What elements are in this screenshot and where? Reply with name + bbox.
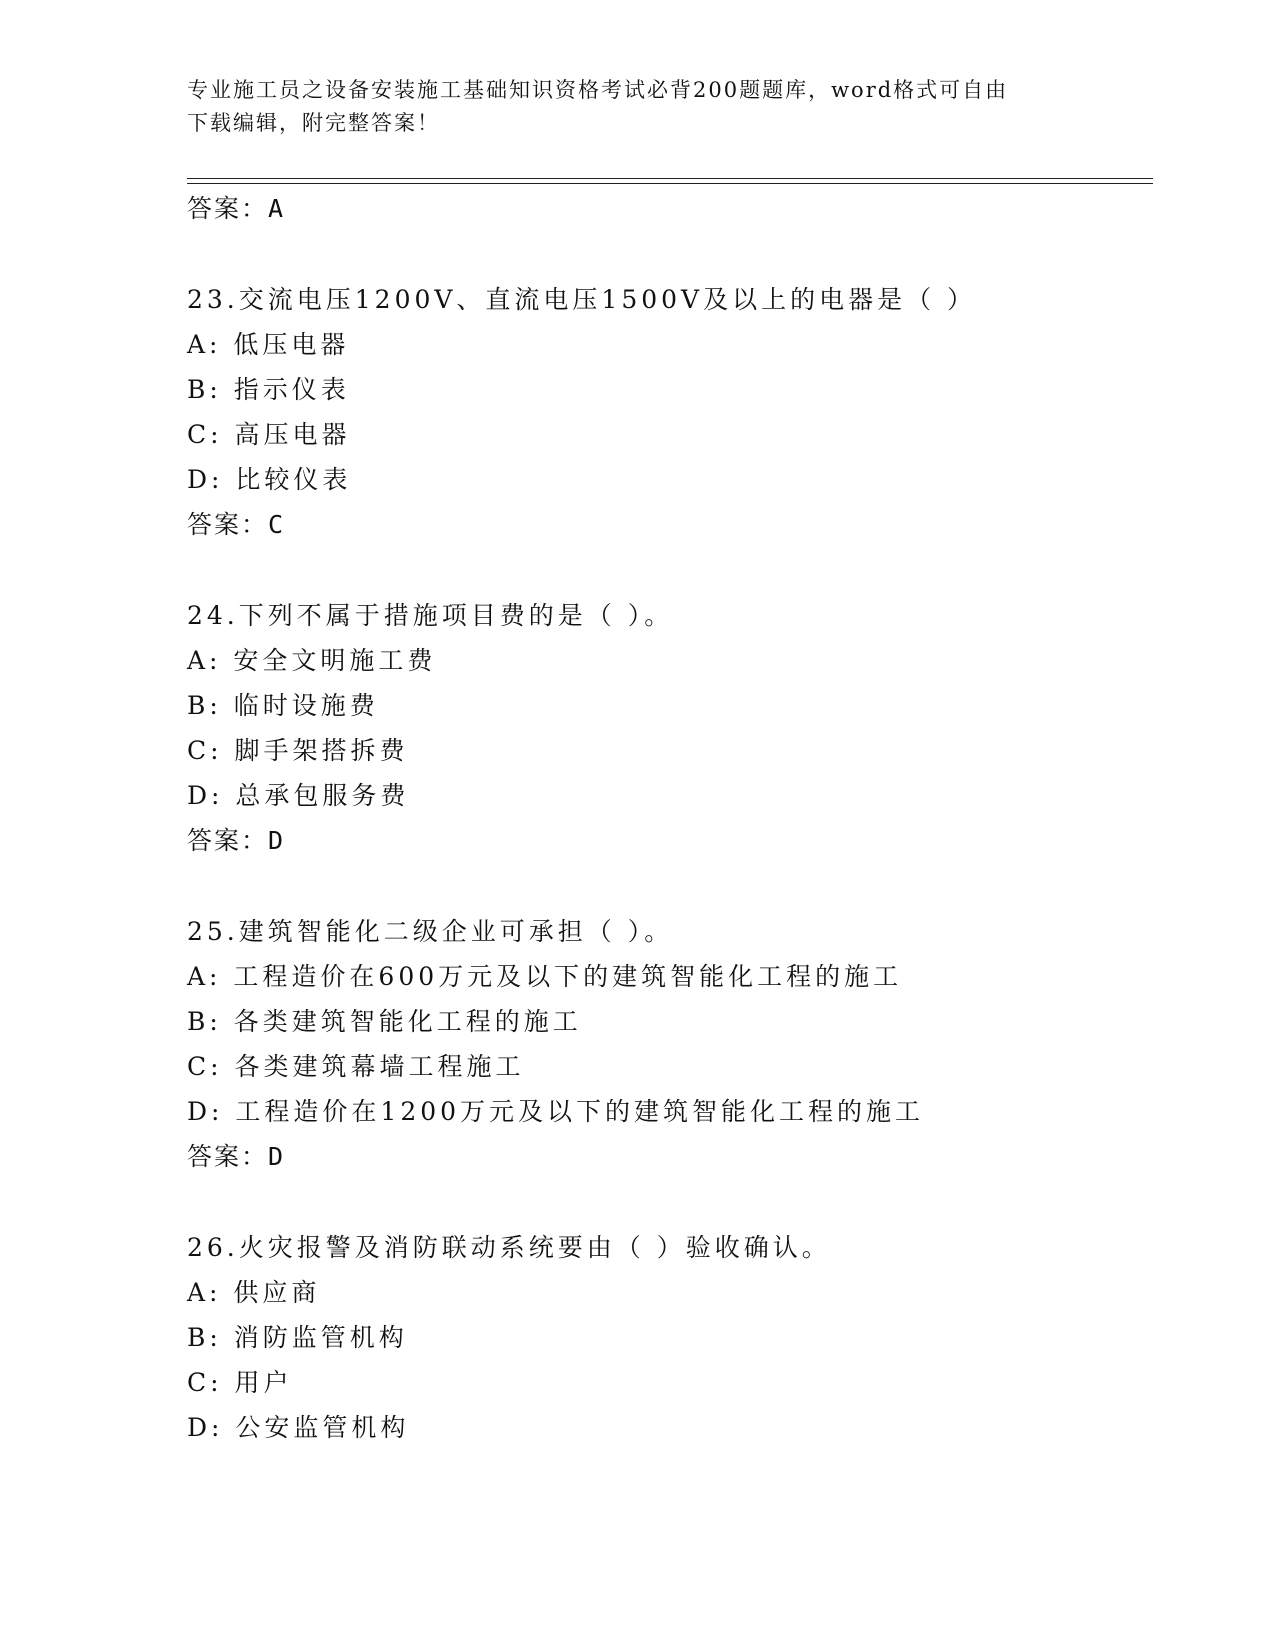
answer-value: D — [268, 826, 286, 855]
option-b: B: 临时设施费 — [187, 691, 379, 720]
option-a: A: 安全文明施工费 — [187, 646, 437, 675]
question-list — [187, 186, 1167, 1450]
option-a: A: 供应商 — [187, 1278, 321, 1307]
option-d: D: 总承包服务费 — [187, 781, 410, 810]
answer-value: C — [268, 510, 286, 539]
question-stem: 24.下列不属于措施项目费的是（ ）。 — [187, 601, 674, 630]
question-stem: 23.交流电压1200V、直流电压1500V及以上的电器是（ ） — [187, 285, 977, 314]
question-25 — [187, 909, 1167, 1179]
question-stem: 26.火灾报警及消防联动系统要由（ ）验收确认。 — [187, 1233, 831, 1262]
question-24 — [187, 593, 1167, 863]
answer-label: 答案： — [187, 510, 269, 539]
option-b: B: 各类建筑智能化工程的施工 — [187, 1007, 582, 1036]
option-d: D: 公安监管机构 — [187, 1413, 410, 1442]
question-23 — [187, 277, 1167, 547]
question-stem: 25.建筑智能化二级企业可承担（ ）。 — [187, 917, 674, 946]
option-c: C: 高压电器 — [187, 420, 351, 449]
option-d: D: 工程造价在1200万元及以下的建筑智能化工程的施工 — [187, 1097, 925, 1126]
option-c: C: 各类建筑幕墙工程施工 — [187, 1052, 525, 1081]
option-a: A: 工程造价在600万元及以下的建筑智能化工程的施工 — [187, 962, 903, 991]
option-c: C: 脚手架搭拆费 — [187, 736, 409, 765]
answer-value: A — [268, 194, 286, 223]
option-a: A: 低压电器 — [187, 330, 350, 359]
question-answer — [187, 502, 1167, 547]
answer-value: D — [268, 1142, 286, 1171]
answer-label: 答案： — [187, 194, 269, 223]
option-d: D: 比较仪表 — [187, 465, 352, 494]
header-divider-top — [187, 178, 1153, 179]
question-answer — [187, 818, 1167, 863]
option-b: B: 指示仪表 — [187, 375, 350, 404]
answer-label: 答案： — [187, 1142, 269, 1171]
previous-answer — [187, 186, 1167, 231]
header-divider-bottom — [187, 183, 1153, 184]
answer-label: 答案： — [187, 826, 269, 855]
header-line-1: 专业施工员之设备安装施工基础知识资格考试必背200题题库，word格式可自由 — [187, 78, 1009, 102]
question-26 — [187, 1225, 1167, 1450]
document-header — [187, 74, 1067, 140]
option-c: C: 用户 — [187, 1368, 293, 1397]
header-line-2: 下载编辑，附完整答案！ — [187, 111, 440, 135]
option-b: B: 消防监管机构 — [187, 1323, 408, 1352]
question-answer — [187, 1134, 1167, 1179]
